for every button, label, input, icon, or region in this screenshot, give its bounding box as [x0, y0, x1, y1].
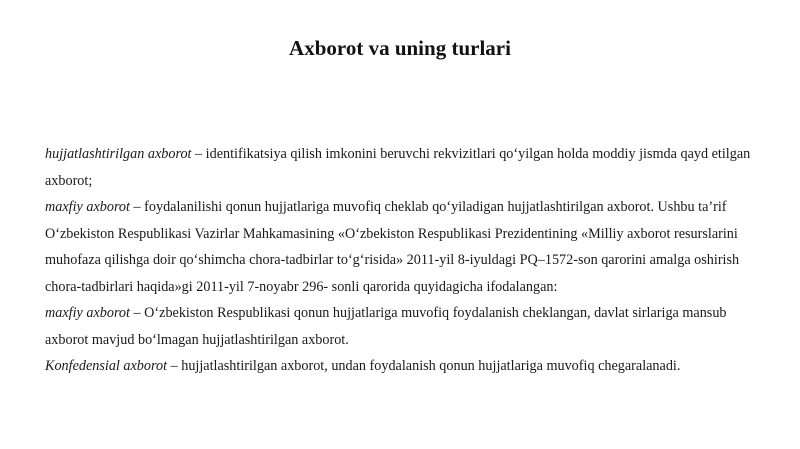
slide-title: Axborot va uning turlari: [289, 36, 511, 60]
definition-paragraph: [45, 141, 773, 194]
definition-text: – O‘zbekiston Respublikasi qonun hujjatlariga muvofiq foydalanish cheklangan, davlat sirlariga mansub axborot mavjud bo‘lmagan hujjatlashtirilgan axborot.: [45, 305, 727, 348]
slide-body: [45, 141, 773, 380]
definition-term: hujjatlashtirilgan axborot: [45, 146, 192, 162]
definition-term: Konfedensial axborot: [45, 358, 168, 374]
definition-text: – identifikatsiya qilish imkonini beruvchi rekvizitlari qo‘yilgan holda moddiy jismda qayd etilgan axborot;: [45, 146, 751, 189]
definition-paragraph: [45, 353, 773, 380]
definition-paragraph: [45, 194, 773, 300]
definition-text: – hujjatlashtirilgan axborot, undan foydalanish qonun hujjatlariga muvofiq chegaralanadi.: [167, 358, 681, 374]
definition-paragraph: [45, 300, 773, 353]
definition-term: maxfiy axborot: [45, 305, 130, 321]
definition-text: – foydalanilishi qonun hujjatlariga muvofiq cheklab qo‘yiladigan hujjatlashtirilgan axborot. Ushbu ta’rif O‘zbekiston Respublikasi Vazirlar Mahkamasining «O‘zbekiston Respublikasi Prezidentining «Milliy axborot resurslarini muhofaza qilishga doir qo‘shimcha chora-tadbirlar to‘g‘risida» 2011-yil 8-iyuldagi PQ–1572-son qarorini amalga oshirish chora-tadbirlari haqida»gi 2011-yil 7-noyabr 296- sonli qarorida quyidagicha ifodalangan:: [45, 199, 740, 295]
definition-term: maxfiy axborot: [45, 199, 130, 215]
